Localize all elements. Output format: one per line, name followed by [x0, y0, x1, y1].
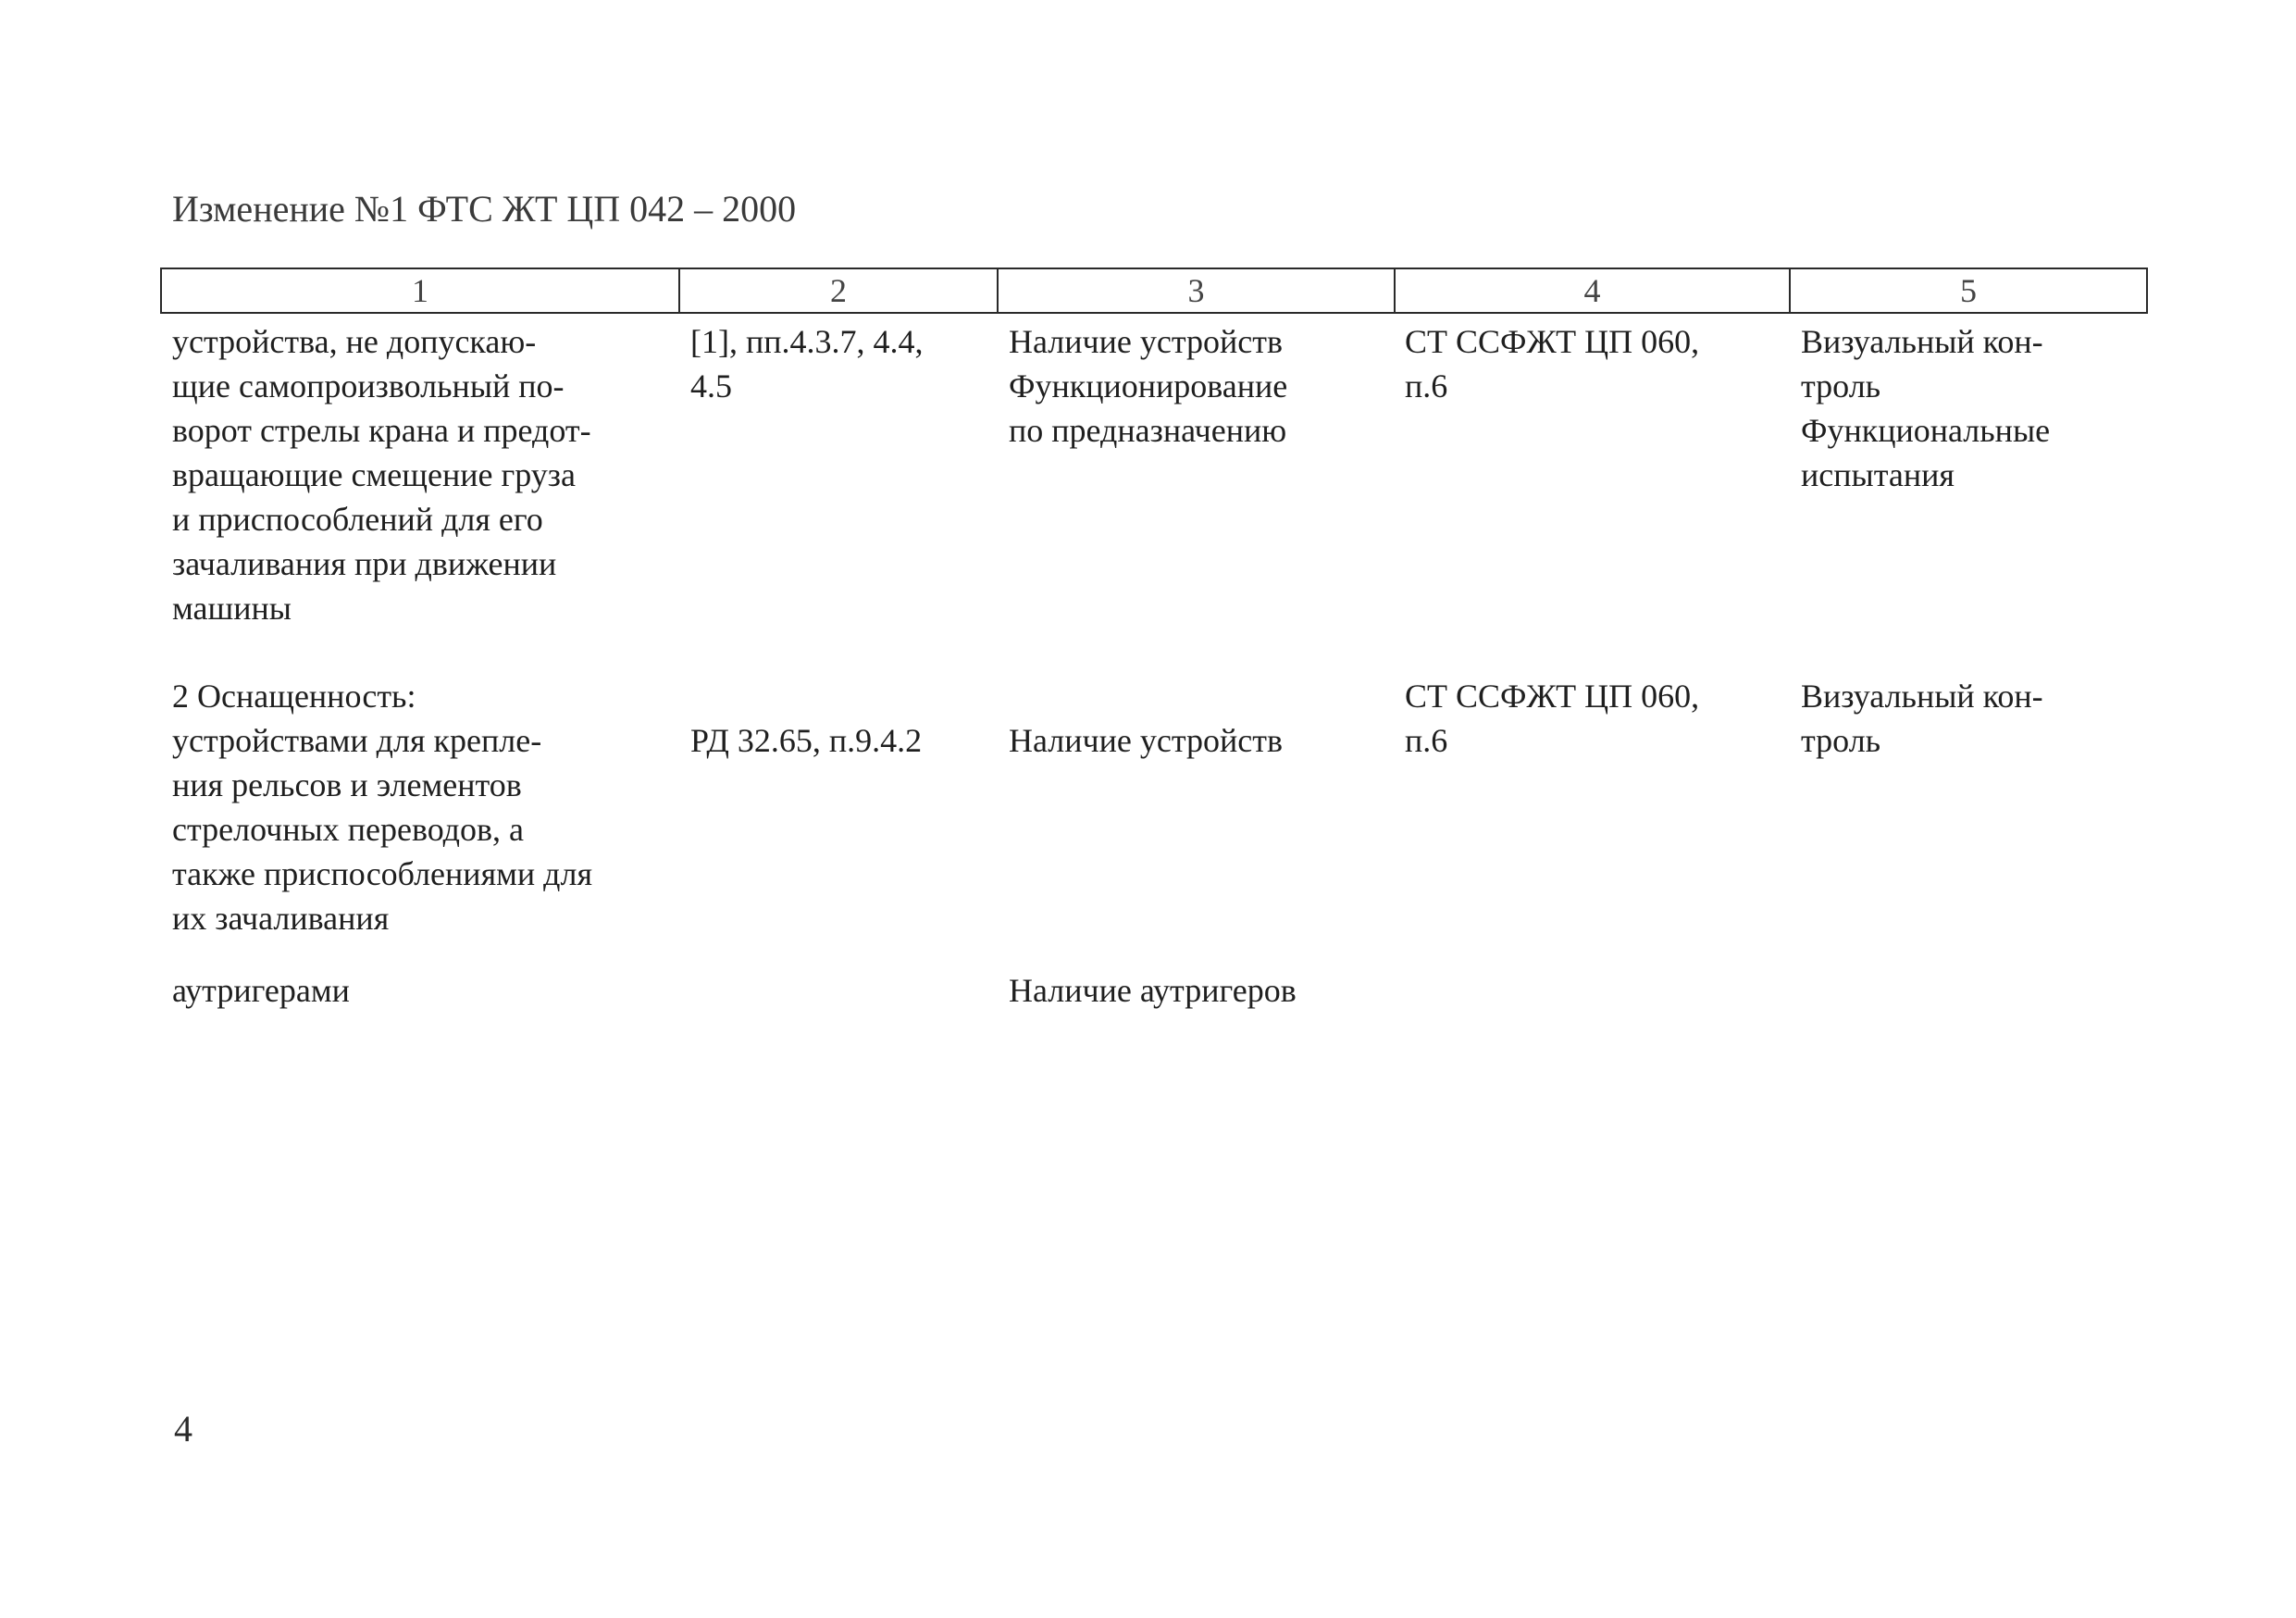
row1-reference: [1], пп.4.3.7, 4.4, 4.5 — [690, 323, 924, 404]
row2-reference: РД 32.65, п.9.4.2 — [690, 722, 923, 759]
column-number-5: 5 — [1960, 272, 1977, 309]
row2-requirement: устройствами для крепле- ния рельсов и элементов стрелочных переводов, а также приспособлениями для их зачаливания — [172, 722, 593, 937]
page-number: 4 — [174, 1408, 192, 1450]
document-header: Изменение №1 ФТС ЖТ ЦП 042 – 2000 — [172, 188, 797, 230]
column-number-3: 3 — [999, 269, 1396, 312]
row2-method-document: СТ ССФЖТ ЦП 060, п.6 — [1405, 678, 1700, 759]
row2-indicator: Наличие устройств — [1009, 722, 1283, 759]
row1-method-document: СТ ССФЖТ ЦП 060, п.6 — [1405, 323, 1700, 404]
column-number-2: 2 — [680, 269, 999, 312]
row3-requirement: аутригерами — [172, 972, 350, 1009]
table-header-row — [160, 268, 2148, 314]
row2-control-method: Визуальный кон- троль — [1801, 678, 2043, 759]
column-number-4: 4 — [1396, 269, 1791, 312]
row3-indicator: Наличие аутригеров — [1009, 972, 1297, 1009]
row1-requirement: устройства, не допускаю- щие самопроизвольный по- ворот стрелы крана и предот- вращающие смещение груза и приспособлений для его зачаливания при движении машины — [172, 323, 591, 627]
row1-control-method: Визуальный кон- троль Функциональные испытания — [1801, 323, 2051, 493]
row1-indicator: Наличие устройств Функционирование по предназначению — [1009, 323, 1288, 449]
column-number-1: 1 — [162, 269, 680, 312]
row2-section-title: 2 Оснащенность: — [172, 678, 416, 715]
